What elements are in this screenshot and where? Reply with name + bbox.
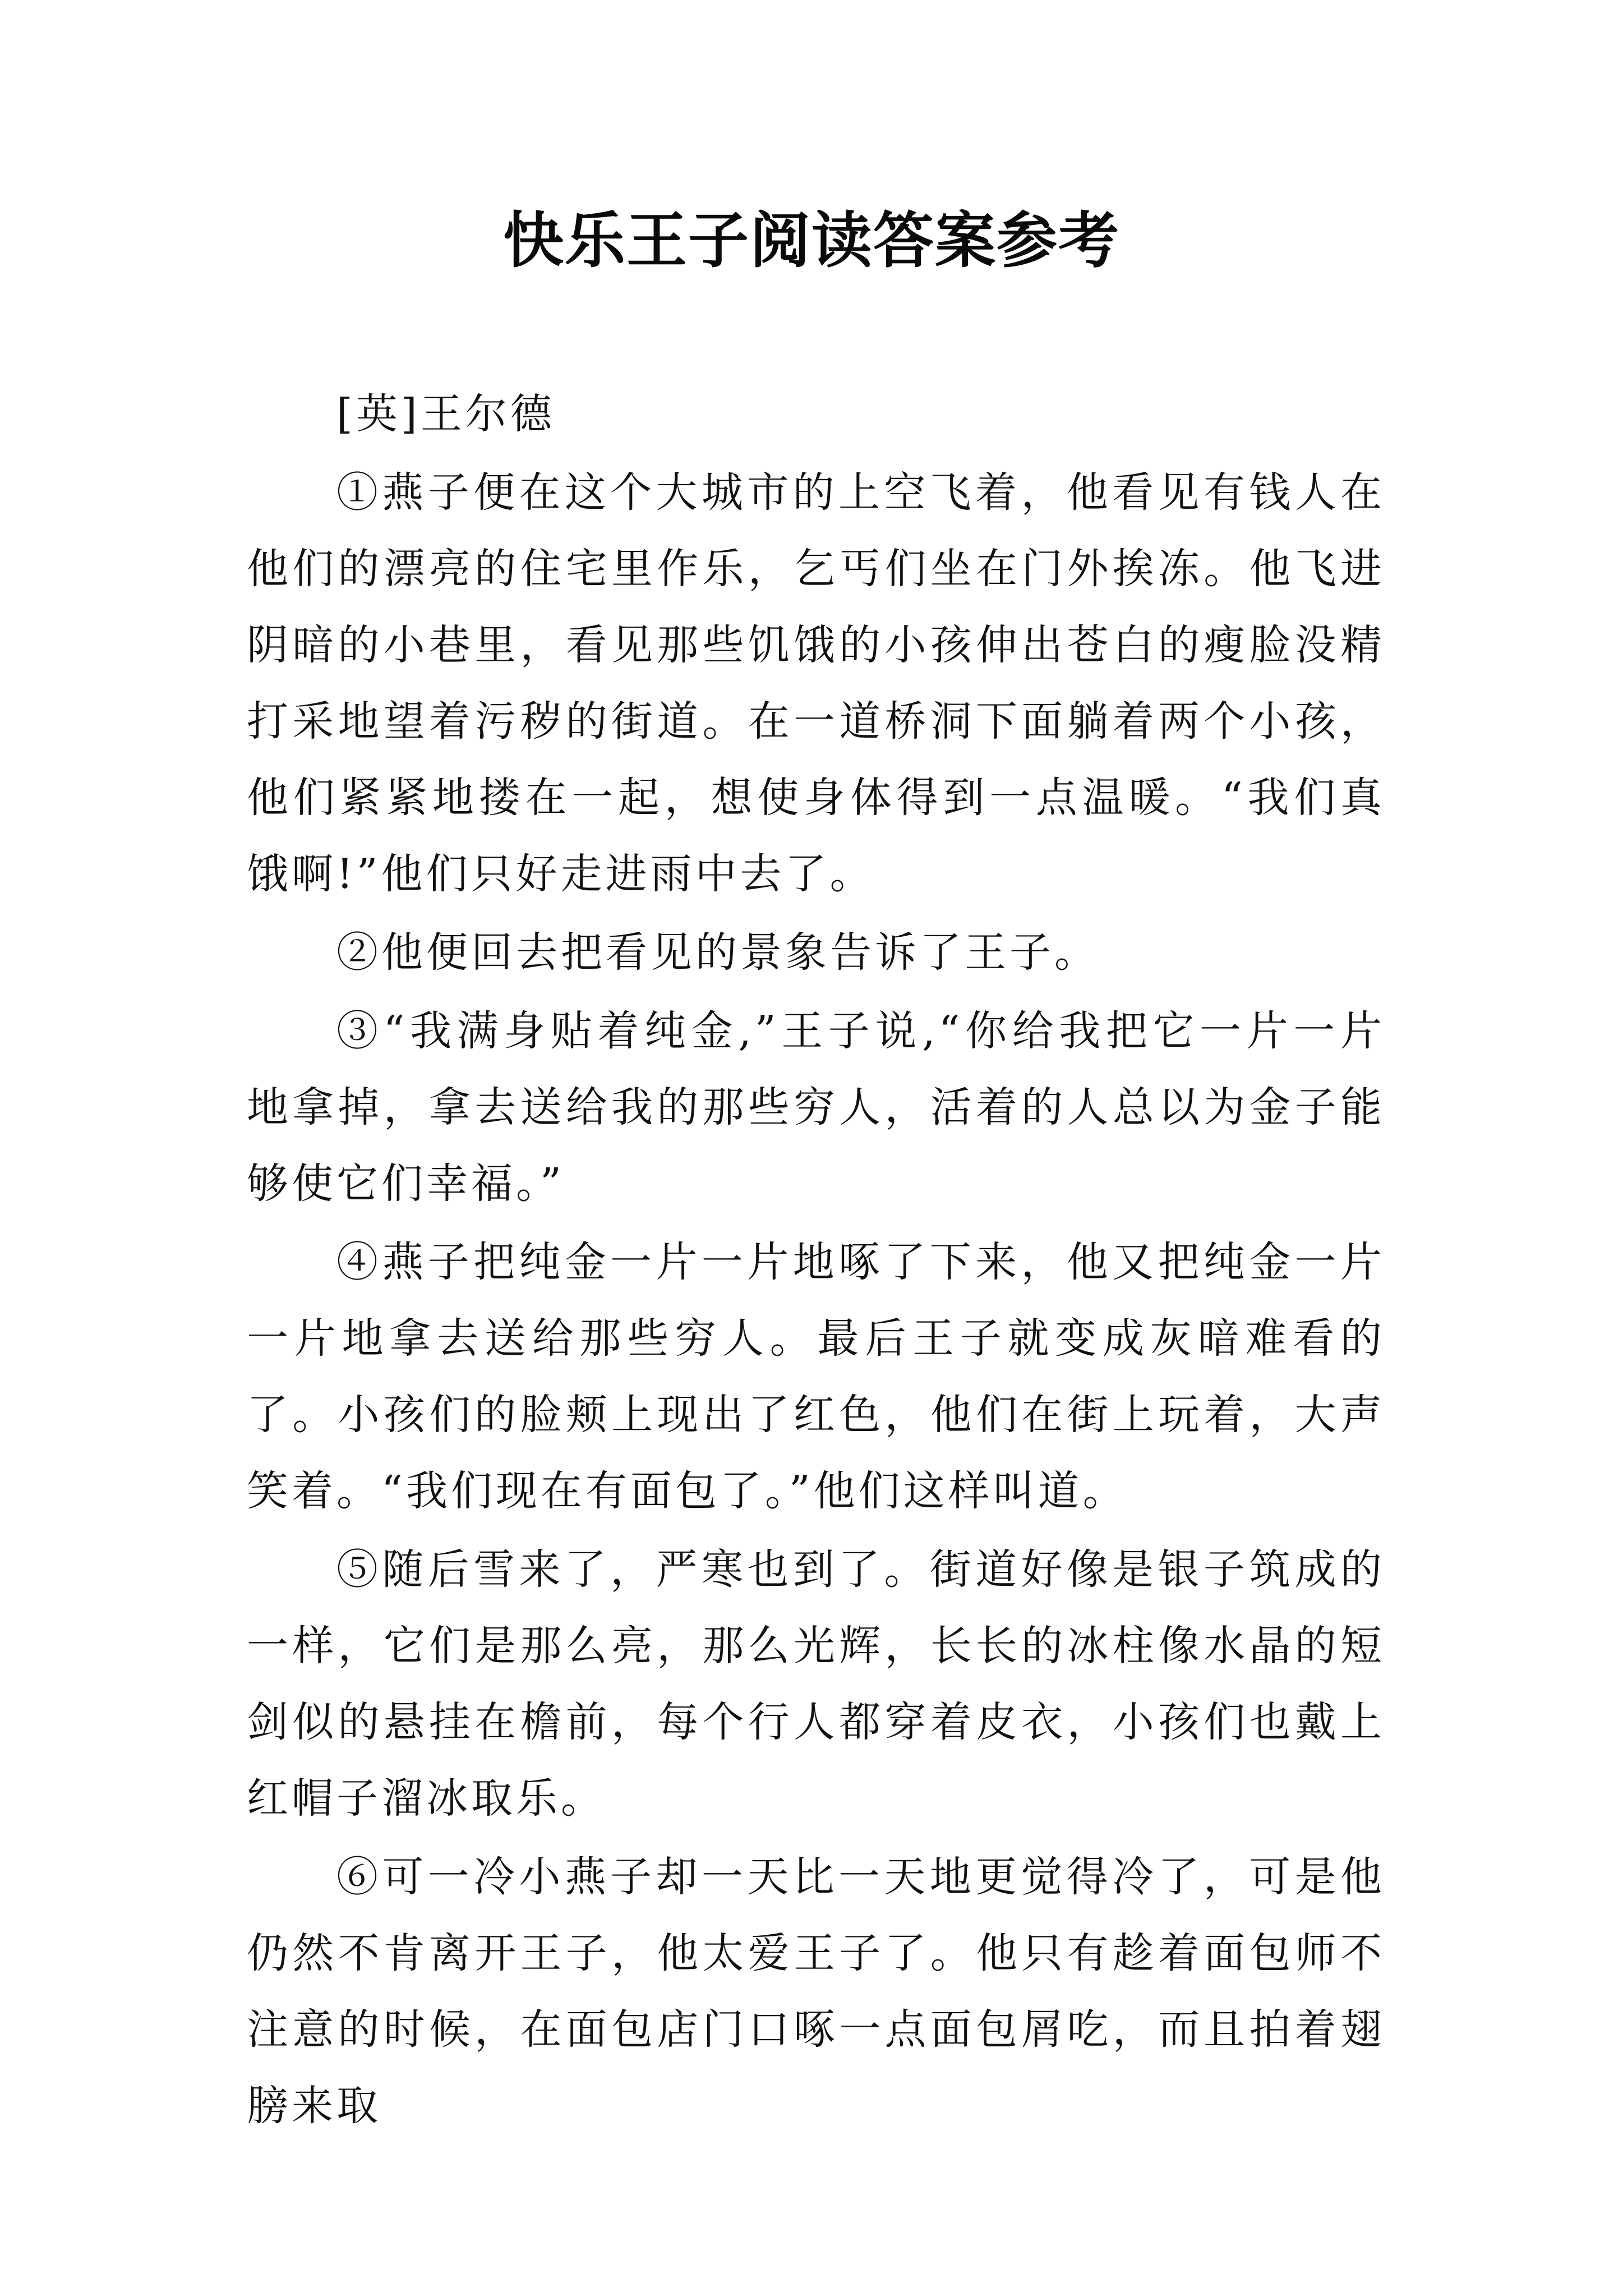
paragraph-4: ④燕子把纯金一片一片地啄了下来，他又把纯金一片一片地拿去送给那些穷人。最后王子就变成灰暗难看的了。小孩们的脸颊上现出了红色，他们在街上玩着，大声笑着。“我们现在有面包了。”他们这样叫道。 xyxy=(247,1238,1385,1515)
paragraph-1: ①燕子便在这个大城市的上空飞着，他看见有钱人在他们的漂亮的住宅里作乐，乞丐们坐在门外挨冻。他飞进阴暗的小巷里，看见那些饥饿的小孩伸出苍白的瘦脸没精打采地望着污秽的街道。在一道桥洞下面躺着两个小孩，他们紧紧地搂在一起，想使身体得到一点温暖。“我们真饿啊!”他们只好走进雨中去了。 xyxy=(247,468,1385,898)
document-body xyxy=(247,376,1385,2146)
paragraph-5: ⑤随后雪来了，严寒也到了。街道好像是银子筑成的一样，它们是那么亮，那么光辉，长长的冰柱像水晶的短剑似的悬挂在檐前，每个行人都穿着皮衣，小孩们也戴上红帽子溜冰取乐。 xyxy=(247,1545,1385,1823)
author-line: [英]王尔德 xyxy=(336,390,555,438)
paragraph-3: ③“我满身贴着纯金,”王子说,“你给我把它一片一片地拿掉，拿去送给我的那些穷人，活着的人总以为金子能够使它们幸福。” xyxy=(247,1007,1385,1208)
paragraph-6: ⑥可一冷小燕子却一天比一天地更觉得冷了，可是他仍然不肯离开王子，他太爱王子了。他只有趁着面包师不注意的时候，在面包店门口啄一点面包屑吃，而且拍着翅膀来取 xyxy=(247,1853,1385,2130)
paragraph-2: ②他便回去把看见的景象告诉了王子。 xyxy=(336,928,1099,977)
document-title: 快乐王子阅读答案参考 xyxy=(502,206,1120,276)
